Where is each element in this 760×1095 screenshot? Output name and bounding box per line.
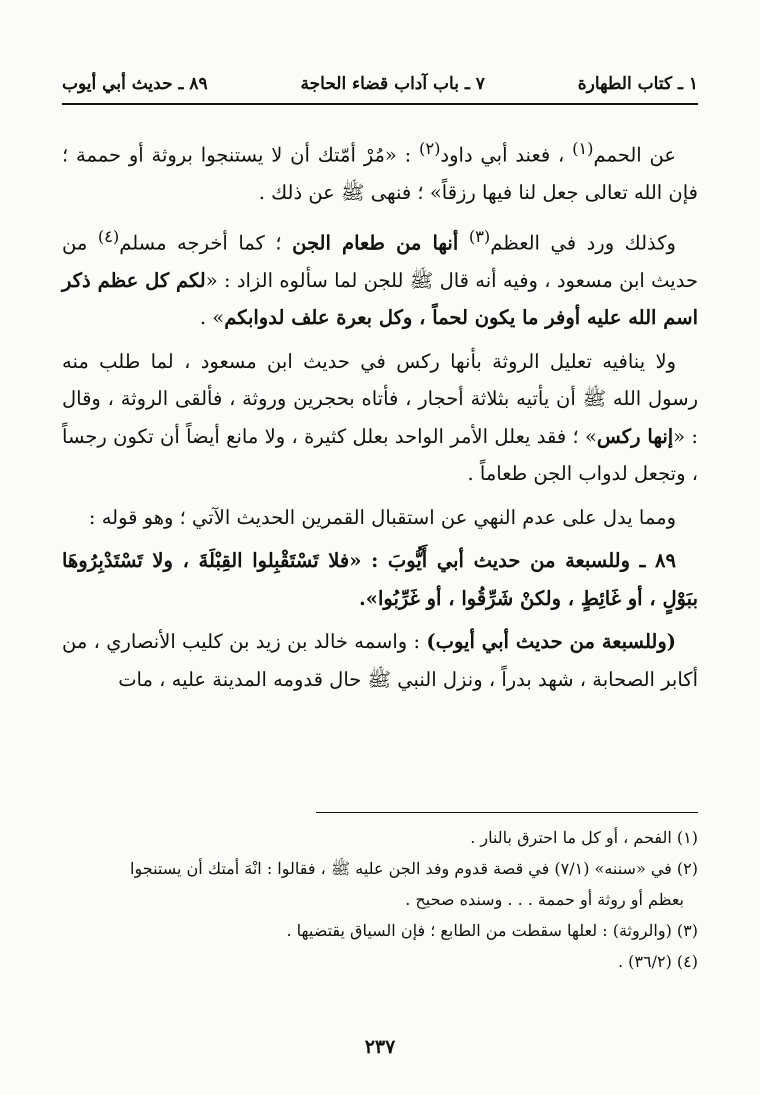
hadith-89: ٨٩ ـ وللسبعة من حديث أبي أَيُّوبَ : «فلا تَسْتَقْبِلوا القِبْلَةَ ، ولا تَسْتَدْبِرُوهَا ببَوْلٍ ، أو غَائِطٍ ، ولكنْ شَرِّقُوا ، أو غَرِّبُوا». bbox=[62, 549, 698, 610]
paragraph-3: ولا ينافيه تعليل الروثة بأنها ركس في حديث ابن مسعود ، لما طلب منه رسول الله ﷺ أن يأتيه بثلاثة أحجار ، فأتاه بحجرين وروثة ، فألقى الروثة ، وقال : «إنها ركس» ؛ فقد يعلل الأمر الواحد بعلل كثيرة ، ولا مانع أيضاً أن تكون رجساً ، وتجعل لدواب الجن طعاماً . bbox=[62, 349, 698, 485]
header-book-title: ١ ـ كتاب الطهارة bbox=[577, 74, 698, 94]
footnote-3: (٣) (والروثة) : لعلها سقطت من الطابع ؛ فإن السياق يقتضيها . bbox=[286, 921, 698, 940]
header-chapter-title: ٧ ـ باب آداب قضاء الحاجة bbox=[300, 74, 485, 94]
paragraph-6: (وللسبعة من حديث أبي أيوب) : واسمه خالد بن زيد بن كليب الأنصاري ، من أكابر الصحابة ، شهد بدراً ، ونزل النبي ﷺ حال قدومه المدينة عليه ، مات bbox=[62, 630, 698, 691]
footnote-ref-4: (٤) bbox=[97, 226, 120, 246]
footnote-ref-3: (٣) bbox=[468, 226, 491, 246]
footnotes bbox=[62, 822, 698, 977]
footnote-2-continued: بعظم أو روثة أو حممة . . . وسنده صحيح . bbox=[405, 890, 684, 909]
page-number: ٢٣٧ bbox=[364, 1036, 396, 1058]
header-divider bbox=[62, 103, 698, 105]
main-text bbox=[62, 130, 698, 704]
running-header bbox=[62, 66, 698, 102]
paragraph-4: ومما يدل على عدم النهي عن استقبال القمرين الحديث الآتي ؛ وهو قوله : bbox=[88, 505, 676, 529]
header-hadith-title: ٨٩ ـ حديث أبي أيوب bbox=[62, 74, 208, 94]
footnote-ref-2: (٢) bbox=[419, 139, 441, 158]
footnote-1: (١) الفحم ، أو كل ما احترق بالنار . bbox=[470, 828, 698, 847]
footnote-ref-1: (١) bbox=[572, 139, 594, 158]
footnote-divider bbox=[316, 812, 698, 813]
paragraph-1: عن الحمم$^{(١)}$ ، فعند أبي داود$^{(٢)}$ : «مُرْ أمّتك أن لا يستنجوا بروثة أو حممة ؛ فإن الله تعالى جعل لنا فيها رزقاً» ؛ فنهى ﷺ عن ذلك . bbox=[62, 139, 698, 204]
footnote-2: (٢) في «سننه» (٧/١) في قصة قدوم وفد الجن عليه ﷺ ، فقالوا : انْهَ أمتك أن يستنجوا bbox=[130, 859, 698, 878]
footnote-4: (٤) (٣٦/٢) . bbox=[617, 952, 698, 971]
paragraph-2: وكذلك ورد في العظم$^{(٣)}$ أنها من طعام الجن ؛ كما أخرجه مسلم$^{(٤)}$ من حديث ابن مسعود ، وفيه أنه قال ﷺ للجن لما سألوه الزاد : «لكم كل عظم ذكر اسم الله عليه أوفر ما يكون لحماً ، وكل بعرة علف لدوابكم» . bbox=[62, 226, 698, 329]
